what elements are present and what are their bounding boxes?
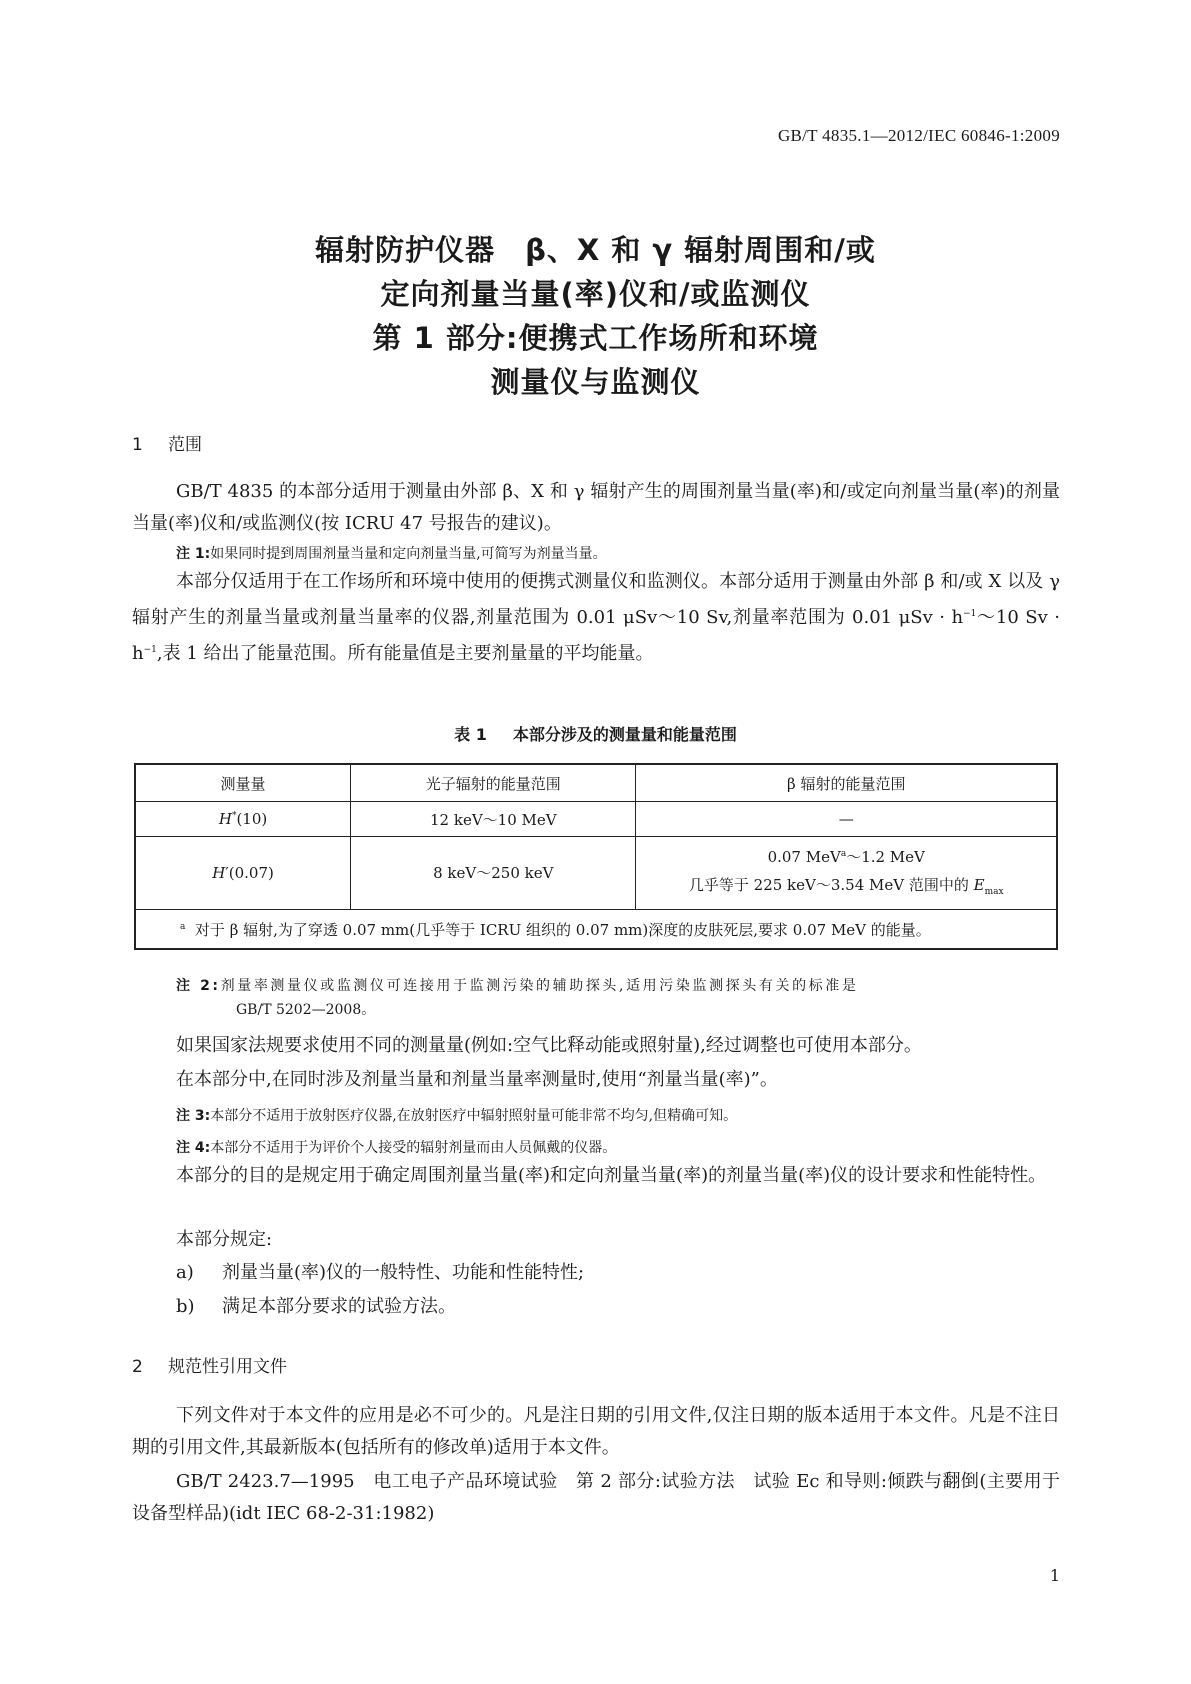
header-photon-range: 光子辐射的能量范围 <box>351 764 636 802</box>
note-label: 注 3: <box>176 1108 211 1124</box>
table-footnote-row <box>135 910 1057 950</box>
page-number: 1 <box>1049 1566 1060 1585</box>
table-footnote <box>135 910 1057 950</box>
footnote-mark: a <box>840 849 847 859</box>
note-2 <box>176 974 1060 1022</box>
subscript: max <box>984 887 1004 897</box>
table-label: 表 1 <box>454 725 487 744</box>
list-item <box>176 1258 584 1284</box>
symbol: E <box>973 876 985 894</box>
table-row <box>135 837 1057 910</box>
title-line-1: 辐射防护仪器 β、X 和 γ 辐射周围和/或 <box>315 233 876 267</box>
cell-quantity <box>135 837 351 910</box>
cell-beta: — <box>636 802 1057 837</box>
paragraph-3: 如果国家法规要求使用不同的测量量(例如:空气比释动能或照射量),经过调整也可使用本部分。 <box>176 1035 922 1056</box>
note-3 <box>176 1104 1060 1128</box>
value: 几乎等于 225 keV～3.54 MeV 范围中的 <box>688 876 974 894</box>
table-header-row <box>135 764 1057 802</box>
section-2-heading <box>132 1352 287 1377</box>
table-title: 本部分涉及的测量量和能量范围 <box>512 725 737 744</box>
cell-beta <box>636 837 1057 910</box>
section-2-paragraph-1: 下列文件对于本文件的应用是必不可少的。凡是注日期的引用文件,仅注日期的版本适用于本文件。凡是不注日期的引用文件,其最新版本(包括所有的修改单)适用于本文件。 <box>132 1405 1060 1458</box>
note-4 <box>176 1136 1060 1160</box>
superscript: −1 <box>143 645 157 655</box>
beta-line-2 <box>636 871 1056 906</box>
table-row <box>135 802 1057 837</box>
note-1 <box>176 542 1060 566</box>
title-line-4: 测量仪与监测仪 <box>490 365 701 399</box>
symbol: H <box>212 864 226 882</box>
document-title <box>0 228 1191 404</box>
note-text: 如果同时提到周围剂量当量和定向剂量当量,可简写为剂量当量。 <box>210 546 607 562</box>
standard-code: GB/T 4835.1—2012/IEC 60846-1:2009 <box>777 126 1060 145</box>
argument: (10) <box>236 810 268 828</box>
argument: (0.07) <box>228 864 274 882</box>
value: 0.07 MeV <box>767 848 841 866</box>
list-item <box>176 1292 456 1318</box>
section-2-paragraph-2: GB/T 2423.7—1995 电工电子产品环境试验 第 2 部分:试验方法 试验 Ec 和导则:倾跌与翻倒(主要用于设备型样品)(idt IEC 68-2-31:1982) <box>132 1471 1060 1524</box>
section-1-paragraph-2 <box>132 566 1060 670</box>
note-label: 注 2: <box>176 978 221 994</box>
prime: ′ <box>225 864 229 882</box>
paragraph-text: 本部分仅适用于在工作场所和环境中使用的便携式测量仪和监测仪。本部分适用于测量由外部 β 和/或 X 以及 γ 辐射产生的剂量当量或剂量当量率的仪器,剂量范围为 0.01 μSv～10 Sv,剂量率范围为 0.01 μSv · h <box>132 571 1060 628</box>
symbol: H <box>218 810 232 828</box>
section-number: 2 <box>132 1357 143 1377</box>
header-beta-range: β 辐射的能量范围 <box>636 764 1057 802</box>
section-number: 1 <box>132 435 143 455</box>
energy-range-table <box>134 763 1058 950</box>
paragraph-6: 本部分规定: <box>176 1229 273 1250</box>
cell-photon: 8 keV～250 keV <box>351 837 636 910</box>
note-text: 剂量率测量仪或监测仪可连接用于监测污染的辅助探头,适用污染监测探头有关的标准是 <box>220 978 859 994</box>
note-continuation: GB/T 5202—2008。 <box>236 1002 376 1018</box>
list-text: 满足本部分要求的试验方法。 <box>222 1296 456 1317</box>
section-1-heading <box>132 430 202 455</box>
note-text: 本部分不适用于为评价个人接受的辐射剂量而由人员佩戴的仪器。 <box>210 1140 617 1156</box>
cell-quantity <box>135 802 351 837</box>
table-caption <box>0 722 1191 745</box>
beta-line-1 <box>636 840 1056 871</box>
header-quantity: 测量量 <box>135 764 351 802</box>
note-text: 本部分不适用于放射医疗仪器,在放射医疗中辐射照射量可能非常不均匀,但精确可知。 <box>210 1108 738 1124</box>
cell-photon: 12 keV～10 MeV <box>351 802 636 837</box>
footnote-mark: a <box>180 921 186 932</box>
superscript: −1 <box>963 609 977 619</box>
superscript: * <box>231 811 237 821</box>
title-line-2: 定向剂量当量(率)仪和/或监测仪 <box>380 277 811 311</box>
title-line-3: 第 1 部分:便携式工作场所和环境 <box>372 321 819 355</box>
list-text: 剂量当量(率)仪的一般特性、功能和性能特性; <box>222 1262 585 1283</box>
section-1-paragraph-1: GB/T 4835 的本部分适用于测量由外部 β、X 和 γ 辐射产生的周围剂量当量(率)和/或定向剂量当量(率)的剂量当量(率)仪和/或监测仪(按 ICRU 47 号报告的建议)。 <box>132 481 1060 534</box>
paragraph-4: 在本部分中,在同时涉及剂量当量和剂量当量率测量时,使用“剂量当量(率)”。 <box>176 1069 778 1090</box>
list-marker: a) <box>176 1262 194 1283</box>
paragraph-5: 本部分的目的是规定用于确定周围剂量当量(率)和定向剂量当量(率)的剂量当量(率)仪的设计要求和性能特性。 <box>176 1165 1047 1186</box>
note-label: 注 4: <box>176 1140 211 1156</box>
paragraph-text: ～10 Sv · h <box>132 607 1060 664</box>
section-title: 规范性引用文件 <box>168 1357 287 1377</box>
value: ～1.2 MeV <box>846 848 925 866</box>
paragraph-text: ,表 1 给出了能量范围。所有能量值是主要剂量量的平均能量。 <box>156 643 654 664</box>
section-title: 范围 <box>168 435 202 455</box>
list-marker: b) <box>176 1296 195 1317</box>
footnote-text: 对于 β 辐射,为了穿透 0.07 mm(几乎等于 ICRU 组织的 0.07 mm)深度的皮肤死层,要求 0.07 MeV 的能量。 <box>194 920 931 939</box>
note-label: 注 1: <box>176 546 211 562</box>
